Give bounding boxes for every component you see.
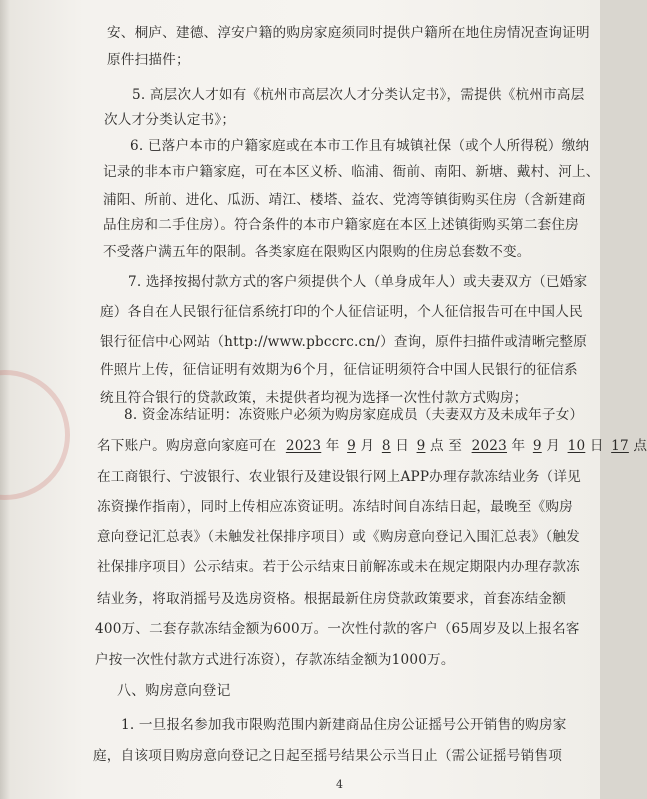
freeze-start-year: 2023 [285,438,322,454]
text-line: 户按一次性付款方式进行冻资），存款冻结金额为1000万。 [95,652,455,668]
text-line: 1. 一旦报名参加我市限购范围内新建商品住房公证摇号公开销售的购房家 [121,717,567,733]
freeze-end-year: 2023 [471,438,508,454]
text-line: 庭）各自在人民银行征信系统打印的个人征信证明，个人征信报告可在中国人民 [100,304,583,320]
text-line: 银行征信中心网站（http://www.pbccrc.cn/）查询，原件扫描件或清晰完整原 [100,334,587,350]
unit: 日 [589,438,604,454]
text-line: 400万、二套存款冻结金额为600万。一次性付款的客户（65周岁及以上报名客 [95,621,580,637]
unit: 月 [546,438,561,454]
unit: 年 [325,438,340,454]
text-line: 统且符合银行的贷款政策，未提供者均视为选择一次性付款方式购房； [100,390,528,406]
red-seal-stamp [0,370,70,500]
text-line: 意向登记汇总表》（未触发社保排序项目）或《购房意向登记入围汇总表》（触发 [97,529,580,545]
text-line: 浦阳、所前、进化、瓜沥、靖江、楼塔、益农、党湾等镇街购买住房（含新建商 [103,192,586,208]
text-line: 冻资操作指南），同时上传相应冻资证明。冻结时间自冻结日起，最晚至《购房 [97,499,573,515]
text-line: 品住房和二手住房）。符合条件的本市户籍家庭在本区上述镇街购买第二套住房 [103,217,579,233]
text-line: 结业务，将取消摇号及选房资格。根据最新住房贷款政策要求，首套冻结金额 [97,591,566,607]
unit: 点 [633,438,647,454]
text-line: 件照片上传，征信证明有效期为6个月，征信证明须符合中国人民银行的征信系 [100,362,578,378]
text-line: 7. 选择按揭付款方式的客户须提供个人（单身成年人）或夫妻双方（已婚家 [128,274,588,290]
unit: 月 [360,438,375,454]
freeze-end-day: 10 [567,438,586,454]
text-line: 安、桐庐、建德、淳安户籍的购房家庭须同时提供户籍所在地住房情况查询证明 [107,25,590,41]
unit: 年 [511,438,526,454]
text-line: 原件扫描件； [107,52,190,68]
connector: 至 [448,438,463,454]
text-line: 5. 高层次人才如有《杭州市高层次人才分类认定书》，需提供《杭州市高层 [132,87,585,103]
text-line: 6. 已落户本市的户籍家庭或在本市工作且有城镇社保（或个人所得税）缴纳 [130,138,590,154]
section-heading: 八、购房意向登记 [117,683,231,699]
text-line: 在工商银行、宁波银行、农业银行及建设银行网上APP办理存款冻结业务（详见 [97,469,581,485]
text-line: 记录的非本市户籍家庭，可在本区义桥、临浦、衙前、南阳、新塘、戴村、河上、 [103,164,600,180]
text-line: 8. 资金冻结证明：冻资账户必须为购房家庭成员（夫妻双方及未成年子女） [124,407,584,423]
text-segment: 名下账户。购房意向家庭可在 [97,438,277,454]
freeze-start-month: 9 [347,438,356,454]
text-line: 次人才分类认定书》； [104,112,236,128]
freeze-start-day: 8 [381,438,391,454]
freeze-start-hour: 9 [416,438,426,454]
text-line: 不受落户满五年的限制。各类家庭在限购区内限购的住房总套数不变。 [103,244,531,260]
freeze-end-month: 9 [532,438,542,454]
unit: 日 [395,438,410,454]
unit: 点 [429,438,444,454]
freeze-end-hour: 17 [611,438,629,454]
text-line: 社保排序项目）公示结束。若于公示结束日前解冻或未在规定期限内办理存款冻 [97,559,580,575]
text-line: 庭，自该项目购房意向登记之日起至摇号结果公示当日止（需公证摇号销售项 [93,748,562,764]
page-number: 4 [336,778,343,791]
freeze-period-line [97,434,647,454]
